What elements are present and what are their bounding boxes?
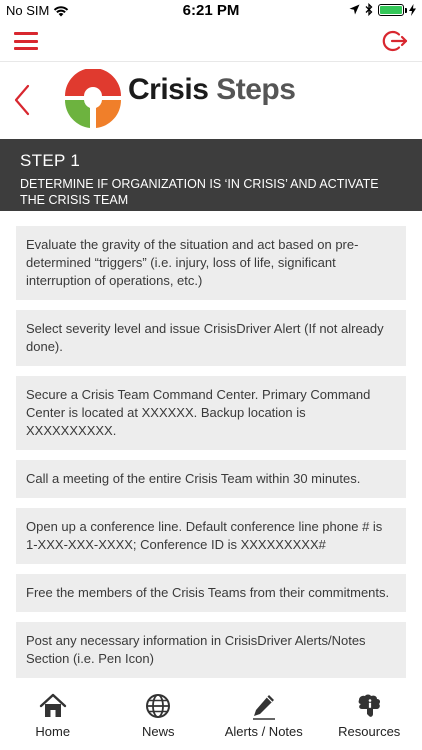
nav-resources[interactable] — [317, 684, 422, 750]
bottom-nav — [0, 684, 422, 750]
nav-alerts-label: Alerts / Notes — [224, 724, 303, 739]
status-time: 6:21 PM — [182, 2, 240, 19]
house-icon — [39, 692, 67, 720]
charging-bolt-icon — [409, 4, 416, 16]
battery-icon — [378, 4, 404, 16]
task-item-3[interactable]: Secure a Crisis Team Command Center. Primary Command Center is located at XXXXXX. Backup location is XXXXXXXXXX. — [16, 376, 406, 450]
task-item-2[interactable]: Select severity level and issue CrisisDriver Alert (If not already done). — [16, 310, 406, 366]
step-banner — [0, 139, 422, 211]
nav-news-label: News — [141, 724, 175, 739]
logout-icon[interactable] — [382, 28, 408, 54]
nav-news[interactable] — [106, 684, 212, 750]
task-item-1[interactable]: Evaluate the gravity of the situation and act based on pre-determined “triggers” (i.e. injury, loss of life, significant interruption of operations, etc.) — [16, 226, 406, 300]
nav-home[interactable] — [0, 684, 106, 750]
task-item-5[interactable]: Open up a conference line. Default conference line phone # is 1-XXX-XXX-XXXX; Conference ID is XXXXXXXXX# — [16, 508, 406, 564]
carrier-label: No SIM — [6, 3, 50, 18]
crisis-steps-logo-icon — [62, 69, 124, 131]
app-logo-text — [128, 73, 295, 107]
bluetooth-icon — [365, 3, 373, 16]
brain-info-icon — [355, 692, 383, 720]
nav-alerts-notes[interactable] — [211, 684, 317, 750]
app-header — [0, 63, 422, 139]
nav-resources-label: Resources — [338, 724, 401, 739]
status-bar — [0, 0, 422, 22]
task-item-4[interactable]: Call a meeting of the entire Crisis Team within 30 minutes. — [16, 460, 406, 498]
status-right — [349, 3, 416, 16]
step-number: STEP 1 — [20, 151, 81, 170]
chevron-left-icon[interactable] — [10, 83, 34, 117]
top-bar — [0, 22, 422, 62]
hamburger-menu-icon[interactable] — [14, 30, 38, 52]
battery-level — [380, 6, 402, 14]
pen-icon — [250, 692, 278, 720]
nav-home-label: Home — [35, 724, 71, 739]
task-item-7[interactable]: Post any necessary information in CrisisDriver Alerts/Notes Section (i.e. Pen Icon) — [16, 622, 406, 678]
task-list — [16, 226, 406, 688]
task-item-6[interactable]: Free the members of the Crisis Teams from their commitments. — [16, 574, 406, 612]
logo-word-steps: Steps — [216, 73, 296, 106]
logo-word-crisis: Crisis — [128, 73, 209, 106]
location-arrow-icon — [349, 4, 360, 15]
step-description: DETERMINE IF ORGANIZATION IS ‘IN CRISIS’ AND ACTIVATE THE CRISIS TEAM — [20, 177, 379, 207]
globe-icon — [144, 692, 172, 720]
